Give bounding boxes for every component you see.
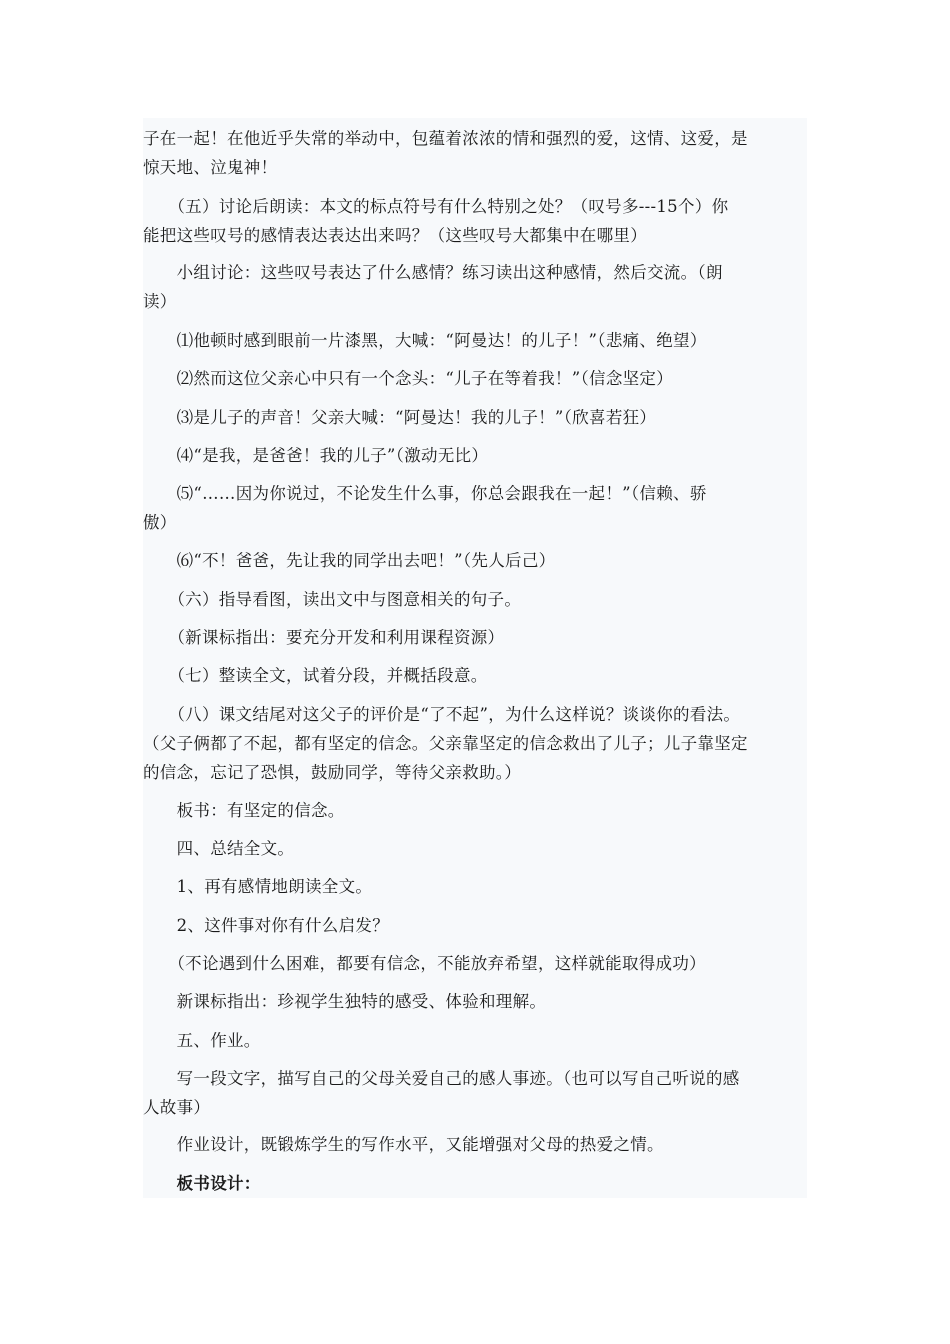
text-line: （八）课文结尾对这父子的评价是“了不起”，为什么这样说？谈谈你的看法。 — [143, 705, 741, 724]
paragraph — [143, 987, 807, 1016]
text-line: 惊天地、泣鬼神！ — [143, 158, 278, 177]
paragraph — [143, 585, 807, 614]
paragraph — [143, 364, 807, 393]
text-line: ⑹“不！爸爸，先让我的同学出去吧！”（先人后己） — [143, 551, 556, 570]
text-line: 的信念，忘记了恐惧，鼓励同学，等待父亲救助。） — [143, 763, 522, 782]
text-line: （五）讨论后朗读：本文的标点符号有什么特别之处？（叹号多---15个）你 — [143, 197, 729, 216]
text-line: 写一段文字，描写自己的父母关爱自己的感人事迹。（也可以写自己听说的感 — [143, 1069, 740, 1088]
paragraph — [143, 1026, 807, 1055]
paragraph — [143, 441, 807, 470]
text-line: 1、再有感情地朗读全文。 — [143, 877, 373, 896]
text-line: 作业设计，既锻炼学生的写作水平，又能增强对父母的热爱之情。 — [143, 1135, 664, 1154]
text-line: （七）整读全文，试着分段，并概括段意。 — [143, 666, 488, 685]
paragraph — [143, 661, 807, 690]
paragraph — [143, 403, 807, 432]
paragraph — [143, 834, 807, 863]
text-line: ⑸“……因为你说过，不论发生什么事，你总会跟我在一起！”（信赖、骄 — [143, 484, 707, 503]
paragraph — [143, 546, 807, 575]
paragraph — [143, 192, 807, 250]
text-line: 四、总结全文。 — [143, 839, 295, 858]
text-line: （六）指导看图，读出文中与图意相关的句子。 — [143, 590, 522, 609]
text-line: 板书：有坚定的信念。 — [143, 801, 345, 820]
text-line: ⑵然而这位父亲心中只有一个念头：“儿子在等着我！”（信念坚定） — [143, 369, 674, 388]
section-heading — [143, 1169, 807, 1198]
text-line: 人故事） — [143, 1098, 211, 1117]
text-line: ⑷“是我，是爸爸！我的儿子”（激动无比） — [143, 446, 489, 465]
paragraph — [143, 949, 807, 978]
paragraph — [143, 1064, 807, 1122]
paragraph — [143, 1130, 807, 1159]
paragraph — [143, 872, 807, 901]
document-body — [143, 118, 807, 1198]
paragraph — [143, 479, 807, 537]
text-line: 傲） — [143, 513, 177, 532]
text-line: （不论遇到什么困难，都要有信念，不能放弃希望，这样就能取得成功） — [143, 954, 706, 973]
text-line: 子在一起！在他近乎失常的举动中，包蕴着浓浓的情和强烈的爱，这情、这爱，是 — [143, 129, 748, 148]
text-line: 读） — [143, 292, 177, 311]
text-line: 五、作业。 — [143, 1031, 261, 1050]
paragraph — [143, 796, 807, 825]
paragraph — [143, 623, 807, 652]
text-line: 新课标指出：珍视学生独特的感受、体验和理解。 — [143, 992, 547, 1011]
paragraph — [143, 700, 807, 787]
text-line: 能把这些叹号的感情表达表达出来吗？（这些叹号大都集中在哪里） — [143, 226, 647, 245]
text-line: ⑶是儿子的声音！父亲大喊：“阿曼达！我的儿子！”（欣喜若狂） — [143, 408, 657, 427]
text-line: （父子俩都了不起，都有坚定的信念。父亲靠坚定的信念救出了儿子；儿子靠坚定 — [143, 734, 748, 753]
paragraph — [143, 124, 807, 182]
text-line: 板书设计： — [143, 1174, 261, 1193]
text-line: ⑴他顿时感到眼前一片漆黑，大喊：“阿曼达！的儿子！”（悲痛、绝望） — [143, 331, 707, 350]
paragraph — [143, 326, 807, 355]
text-line: 小组讨论：这些叹号表达了什么感情？练习读出这种感情，然后交流。（朗 — [143, 263, 723, 282]
text-line: （新课标指出：要充分开发和利用课程资源） — [143, 628, 505, 647]
paragraph — [143, 911, 807, 940]
text-line: 2、这件事对你有什么启发？ — [143, 916, 389, 935]
paragraph — [143, 258, 807, 316]
